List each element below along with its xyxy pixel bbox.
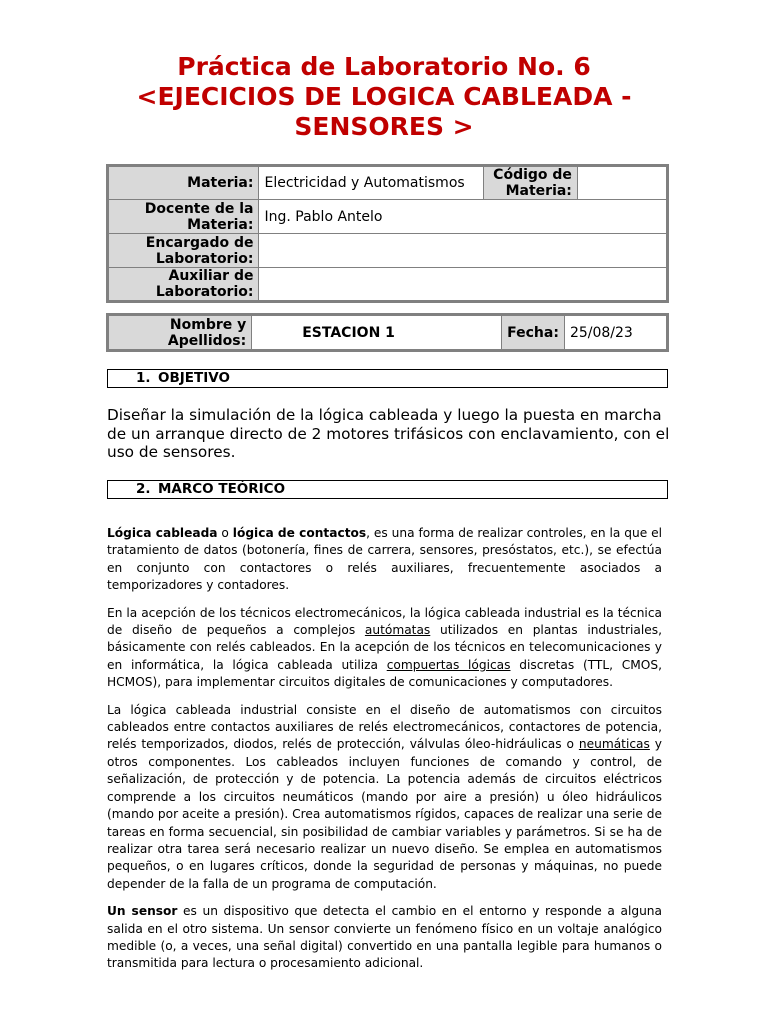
theory-paragraph-logica-cableada [107,525,662,595]
nombre-row [108,315,668,351]
text-run: y otros componentes. Los cableados incluyen funciones de comando y control, de señalización, de protección y de potencia. La potencia además de circuitos eléctricos comprende a los circuitos neumáticos (mando por aire a presión) u óleo hidráulicos (mando por aceite a presión). Crea automatismos rígidos, capaces de realizar una serie de tareas en forma secuencial, sin posibilidad de cambiar variables y parámetros. Si se ha de realizar otra tarea será necesario realizar un nuevo diseño. Se emplea en automatismos pequeños, o en lugares críticos, donde la seguridad de personas y máquinas, no puede depender de la falla de un programa de computación. [107,737,662,891]
text-run: utilizados en plantas industriales, básicamente con relés cableados. En la acepción de los técnicos en telecomunicaciones y en informática, la lógica cableada utiliza [107,623,662,672]
materia-value: Electricidad y Automatismos [259,166,484,200]
fecha-value: 25/08/23 [564,315,667,351]
section-heading-objetivo [107,369,668,388]
auxiliar-row [108,268,668,302]
bold-term: Lógica cableada [107,526,218,540]
codigo-label: Código de Materia: [484,166,578,200]
bold-term: lógica de contactos [232,526,367,540]
auxiliar-label: Auxiliar de Laboratorio: [108,268,259,302]
encargado-row [108,234,668,268]
section-title: OBJETIVO [158,370,230,386]
theory-paragraph-industrial [107,702,662,893]
text-run: discretas (TTL, CMOS, HCMOS), para implementar circuitos digitales de comunicaciones y computadores. [107,657,662,690]
materia-label: Materia: [108,166,259,200]
text-run: La lógica cableada industrial consiste en el diseño de automatismos con circuitos cableados entre contactos auxiliares de relés electromecánicos, contactores de potencia, relés temporizados, diodos, relés de protección, válvulas óleo-hidráulicas o [107,702,662,752]
objective-text: Diseñar la simulación de la lógica cableada y luego la puesta en marcha de un arranque directo de 2 motores trifásicos con enclavamiento, con el uso de sensores. [107,406,670,461]
title-line-2: <EJECICIOS DE LOGICA CABLEADA - [136,82,632,111]
encargado-label: Encargado de Laboratorio: [108,234,259,268]
docente-row [108,200,668,234]
codigo-value [577,166,667,200]
text-run: es un dispositivo que detecta el cambio en el entorno y responde a alguna salida en el otro sistema. Un sensor convierte un fenómeno físico en un voltaje analógico medible (o, a veces, una señal digital) convertido en una pantalla legible para humanos o transmitida para lectura o procesamiento adicional. [107,904,662,971]
section-number: 1. [136,370,151,386]
link-neumaticas[interactable]: neumáticas [578,737,650,752]
theory-paragraph-acepcion [107,605,662,692]
link-automatas[interactable]: autómatas [364,623,431,638]
auxiliar-value [259,268,668,302]
theory-body [107,525,662,983]
encargado-value [259,234,668,268]
course-info-table [106,164,669,303]
section-title: MARCO TEÓRICO [158,481,286,497]
title-line-3: SENSORES > [294,112,474,141]
title-line-1: Práctica de Laboratorio No. 6 [177,52,591,81]
nombre-label: Nombre y Apellidos: [108,315,252,351]
link-compuertas-logicas[interactable]: compuertas lógicas [386,657,511,672]
student-info-table [106,313,669,352]
theory-paragraph-sensor [107,903,662,973]
text-run: o [217,526,233,540]
fecha-label: Fecha: [502,315,565,351]
text-run: En la acepción de los técnicos electromecánicos, la lógica cableada industrial es la técnica de diseño de pequeños a complejos [107,605,662,638]
materia-row [108,166,668,200]
section-heading-marco-teorico [107,480,668,499]
docente-label: Docente de la Materia: [108,200,259,234]
bold-term: Un sensor [107,904,178,919]
nombre-value: ESTACION 1 [252,315,502,351]
text-run: , es una forma de realizar controles, en la que el tratamiento de datos (botonería, fines de carrera, sensores, presóstatos, etc.), se efectúa en conjunto con contactores o relés auxiliares, frecuentemente asociados a temporizadores y contadores. [107,526,662,593]
section-number: 2. [136,481,151,497]
document-title [60,52,708,142]
docente-value: Ing. Pablo Antelo [259,200,668,234]
